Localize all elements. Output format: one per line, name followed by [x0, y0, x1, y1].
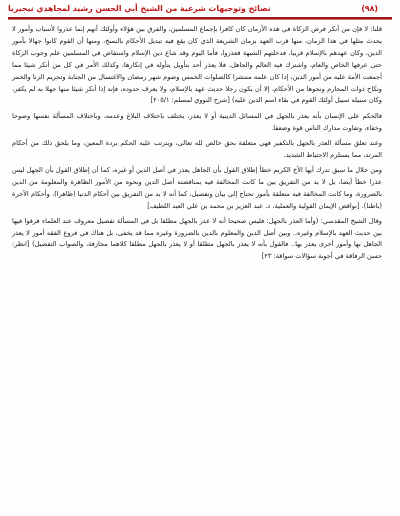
body-text	[12, 24, 382, 263]
page-header	[0, 0, 400, 16]
paragraph-3: وعند تعلق مسألة العذر بالجهل بالتكفير فهي متعلقة بحق خالص لله تعالى، ويترتب عليه الحكم بردة المعين، وما يلحق ذلك من أحكام المرتد، مما يستلزم الاحتياط الشديد.	[12, 139, 382, 160]
paragraph-2: فالحكم على الإنسان بأنه يعذر بالجهل في المسائل الدينية أو لا يعذر، يختلف باختلاف البلاغ وعدمه، وباختلاف المسألة نفسها وضوحا وخفاء، وتفاوت مدارك الناس قوة وضعفا.	[12, 112, 382, 133]
paragraph-5: وقال الشيخ المقدسي: (وأما العذر بالجهل: فليس صحيحا أنه لا عذر بالجهل مطلقا بل في المسألة تفصيل معروف عند العلماء فرقوا فيها بين حديث العهد بالإسلام وغيره.. وبين أصل الدين والمعلوم بالدين بالضرورة وغيره مما قد يخفى، بل هناك في فروع الفقه أمور لا يعذر الجاهل بها وأمور أخرى يعذر بها.. فالقول بأنه لا يعذر بالجهل مطلقا أو لا يعذر بالجهل مطلقا كلاهما مجازفة، والصواب التفصيل) [انظر: حسن الرفاقة في أجوبة سؤالات سواقة: ٢٣]	[12, 216, 382, 261]
header-divider	[8, 17, 392, 20]
header-title: نصائح وتوجيهات شرعية من الشيخ أبي الحسن رشيد لمجاهدي نيجيريا	[8, 3, 271, 13]
page-number: (٩٨)	[361, 3, 378, 13]
paragraph-4: ومن خلال ما سبق تدرك أيها الأخ الكريم خطأ إطلاق القول بأن الجاهل يعذر في أصل الدين أو غيره، كما أن إطلاق القول بأن الجهل ليس عذرا خطأ أيضا، بل لا بد من التفريق بين ما كانت المخالفة فيه بمناقضته أصل الدين ونحوه من الأمور الظاهرة والمعلومة من الدين بالضرورة، وما كانت المخالفة فيه متعلقة بأمور تحتاج إلى بيان وتفصيل، كما أنه لا بد من التفريق بين أحكام الدنيا (ظاهرا)، وأحكام الآخرة (باطنا). [نواقض الإيمان القولية والعملية، د. عبد العزيز بن محمد بن علي العبد اللطيف]	[12, 165, 382, 210]
paragraph-1: قلنا: لا فإن من أنكر فرض الزكاة في هذه الأزمان كان كافرا بإجماع المسلمين، والفرق بين هؤلاء وأولئك أنهم إنما عذروا لأسباب وأمور لا يحدث مثلها في هذا الزمان، منها قرب العهد بزمان الشريعة الذي كان يقع فيه تبديل الأحكام بالنسخ، ومنها أن القوم كانوا جهالا بأمور الدين، وكان عهدهم بالإسلام قريبا، فدخلتهم الشبهة فعذروا، فأما اليوم وقد شاع دين الإسلام واستفاض في المسلمين علم وجوب الزكاة حتى عرفها الخاص والعام، واشترك فيه العالم والجاهل، فلا يعذر أحد بتأويل يتأوله في إنكارها، وكذلك الأمر في كل من أنكر شيئا مما أجمعت الأمة عليه من أمور الدين، إذا كان علمه منتشرا كالصلوات الخمس وصوم شهر رمضان والاغتسال من الجنابة وتحريم الزنا والخمر ونكاح ذوات المحارم ونحوها من الأحكام، إلا أن يكون رجلا حديث عهد بالإسلام، ولا يعرف حدوده، فإنه إذا أنكر شيئا منها جهلا به لم يكفر، وكان سبيله سبيل أولئك القوم في بقاء اسم الدين عليه) [شرح النووي لمسلم: ٢٠٥/١]	[12, 25, 382, 105]
